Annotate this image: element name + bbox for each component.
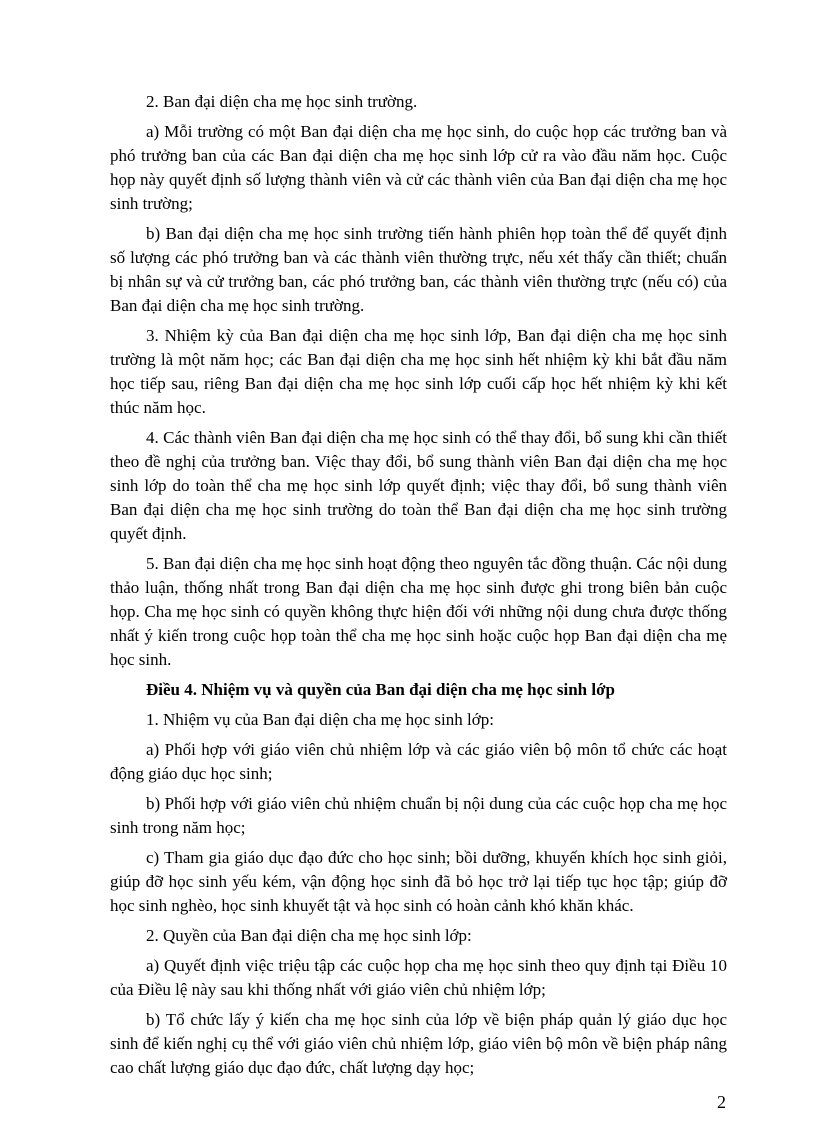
paragraph-member-changes: 4. Các thành viên Ban đại diện cha mẹ học sinh có thể thay đổi, bổ sung khi cần thiết theo đề nghị của trưởng ban. Việc thay đổi, bổ sung thành viên Ban đại diện cha mẹ học sinh lớp do toàn thể cha mẹ học sinh lớp quyết định; việc thay đổi, bổ sung thành viên Ban đại diện cha mẹ học sinh trường do toàn thể Ban đại diện cha mẹ học sinh trường quyết định.: [110, 428, 727, 543]
paragraph-consensus: 5. Ban đại diện cha mẹ học sinh hoạt động theo nguyên tắc đồng thuận. Các nội dung thảo luận, thống nhất trong Ban đại diện cha mẹ học sinh được ghi trong biên bản cuộc họp. Cha mẹ học sinh có quyền không thực hiện đối với những nội dung chưa được thống nhất ý kiến trong cuộc họp toàn thể cha mẹ học sinh hoặc cuộc họp Ban đại diện cha mẹ học sinh.: [110, 554, 727, 669]
paragraph-duties: 1. Nhiệm vụ của Ban đại diện cha mẹ học sinh lớp:: [146, 710, 494, 729]
article-4-heading: Điều 4. Nhiệm vụ và quyền của Ban đại diện cha mẹ học sinh lớp: [146, 680, 615, 699]
paragraph-term: 3. Nhiệm kỳ của Ban đại diện cha mẹ học sinh lớp, Ban đại diện cha mẹ học sinh trường là một năm học; các Ban đại diện cha mẹ học sinh hết nhiệm kỳ khi bắt đầu năm học tiếp sau, riêng Ban đại diện cha mẹ học sinh lớp cuối cấp học hết nhiệm kỳ khi kết thúc năm học.: [110, 326, 727, 417]
paragraph-school-board-b: b) Ban đại diện cha mẹ học sinh trường tiến hành phiên họp toàn thể để quyết định số lượng các phó trưởng ban và các thành viên thường trực, nếu xét thấy cần thiết; chuẩn bị nhân sự và cử trưởng ban, các phó trưởng ban, các thành viên thường trực (nếu có) của Ban đại diện cha mẹ học sinh trường.: [110, 224, 727, 315]
paragraph-duties-c: c) Tham gia giáo dục đạo đức cho học sinh; bồi dưỡng, khuyến khích học sinh giỏi, giúp đỡ học sinh yếu kém, vận động học sinh đã bỏ học trở lại tiếp tục học tập; giúp đỡ học sinh nghèo, học sinh khuyết tật và học sinh có hoàn cảnh khó khăn khác.: [110, 848, 727, 915]
paragraph-school-board-a: a) Mỗi trường có một Ban đại diện cha mẹ học sinh, do cuộc họp các trưởng ban và phó trưởng ban của các Ban đại diện cha mẹ học sinh lớp cử ra vào đầu năm học. Cuộc họp này quyết định số lượng thành viên và cử các thành viên của Ban đại diện cha mẹ học sinh trường;: [110, 122, 727, 213]
paragraph-school-board: 2. Ban đại diện cha mẹ học sinh trường.: [146, 92, 418, 111]
paragraph-duties-a: a) Phối hợp với giáo viên chủ nhiệm lớp và các giáo viên bộ môn tổ chức các hoạt động giáo dục học sinh;: [110, 740, 727, 783]
paragraph-rights: 2. Quyền của Ban đại diện cha mẹ học sinh lớp:: [146, 926, 472, 945]
document-body: [110, 90, 727, 1086]
page-number: 2: [717, 1092, 726, 1112]
paragraph-duties-b: b) Phối hợp với giáo viên chủ nhiệm chuẩn bị nội dung của các cuộc họp cha mẹ học sinh trong năm học;: [110, 794, 727, 837]
paragraph-rights-b: b) Tổ chức lấy ý kiến cha mẹ học sinh của lớp về biện pháp quản lý giáo dục học sinh để kiến nghị cụ thể với giáo viên chủ nhiệm lớp, giáo viên bộ môn về biện pháp nâng cao chất lượng giáo dục đạo đức, chất lượng dạy học;: [110, 1010, 727, 1077]
paragraph-rights-a: a) Quyết định việc triệu tập các cuộc họp cha mẹ học sinh theo quy định tại Điều 10 của Điều lệ này sau khi thống nhất với giáo viên chủ nhiệm lớp;: [110, 956, 727, 999]
